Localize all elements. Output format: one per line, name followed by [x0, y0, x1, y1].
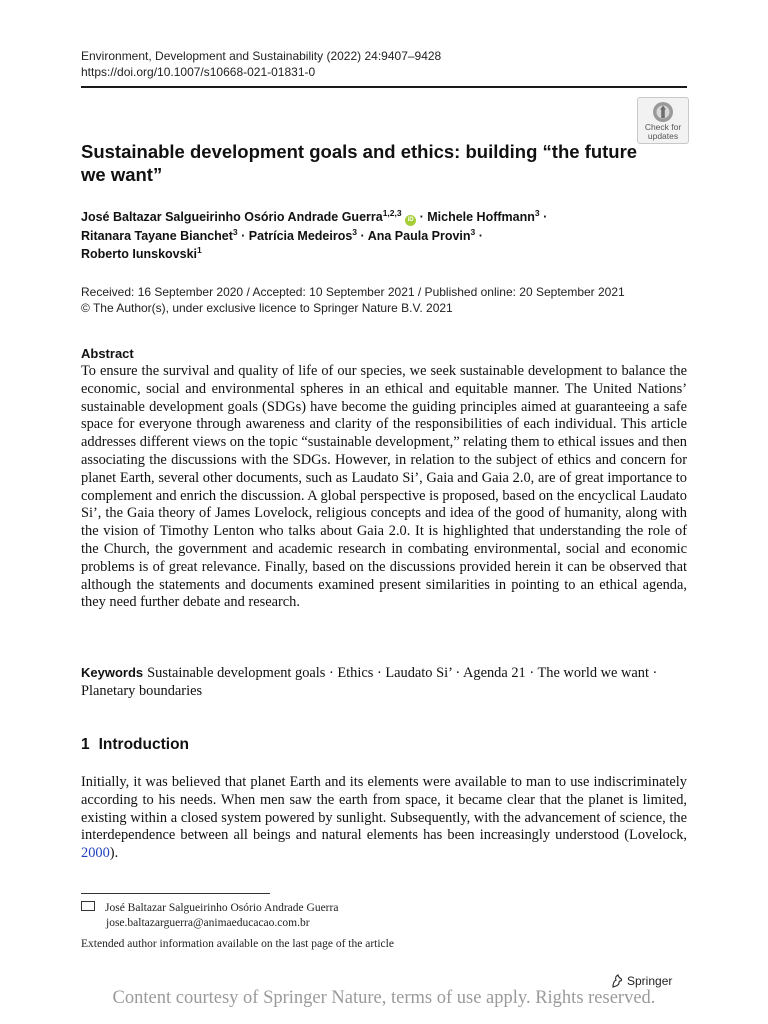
author-separator: · [543, 210, 548, 224]
author-name[interactable]: Roberto Iunskovski [81, 247, 197, 261]
affiliation-marker: 3 [232, 226, 238, 237]
author-name[interactable]: Michele Hoffmann [427, 210, 535, 224]
keywords-block [81, 664, 687, 701]
corresponding-author [81, 901, 338, 931]
journal-citation: Environment, Development and Sustainability (2022) 24:9407–9428 [81, 49, 442, 63]
footnote-rule [81, 893, 270, 894]
intro-text: Initially, it was believed that planet Earth and its elements were available to man to use indiscriminately according to his needs. When men saw the earth from space, it became clear that the planet is limited, existing within a closed system powered by sunlight. Subsequently, with the advancement of science, the interdependence between all beings and natural elements has been increasingly understood (Lovelock, [81, 774, 687, 844]
publication-history: Received: 16 September 2020 / Accepted: 10 September 2021 / Published online: 20 September 2021 [81, 285, 625, 299]
author-separator: · [478, 228, 483, 243]
affiliation-marker: 1,2,3 [382, 207, 402, 218]
author-list [81, 208, 701, 264]
copyright-line: © The Author(s), under exclusive licence to Springer Nature B.V. 2021 [81, 300, 453, 315]
header-rule [81, 86, 687, 88]
journal-header [81, 48, 441, 80]
check-updates-icon [652, 101, 674, 123]
article-dates [81, 285, 625, 316]
badge-line-1: Check for [644, 122, 682, 132]
affiliation-marker: 1 [197, 244, 202, 255]
section-heading [81, 736, 189, 754]
article-title: Sustainable development goals and ethics: building “the future we want” [81, 141, 638, 185]
citation-link[interactable]: 2000 [81, 845, 110, 862]
section-title: Introduction [98, 736, 190, 753]
author-email[interactable]: jose.baltazarguerra@animaeducacao.com.br [106, 917, 310, 929]
author-name[interactable]: Ritanara Tayane Bianchet [81, 228, 233, 243]
author-info-note: Extended author information available on the last page of the article [81, 938, 394, 950]
keywords-text: Sustainable development goals · Ethics · Laudato Si’ · Agenda 21 · The world we want · Planetary boundaries [81, 665, 658, 699]
keywords-label: Keywords [81, 665, 144, 680]
check-for-updates-badge[interactable] [637, 97, 689, 144]
springer-horse-icon [610, 974, 624, 988]
intro-paragraph [81, 774, 687, 863]
courtesy-watermark: Content courtesy of Springer Nature, terms of use apply. Rights reserved. [112, 988, 656, 1008]
author-name[interactable]: Patrícia Medeiros [248, 228, 353, 243]
affiliation-marker: 3 [352, 226, 358, 237]
orcid-icon[interactable]: iD [405, 215, 416, 226]
author-name[interactable]: José Baltazar Salgueirinho Osório Andrade Guerra [81, 210, 383, 224]
doi-link[interactable]: https://doi.org/10.1007/s10668-021-01831-0 [81, 65, 316, 79]
author-name[interactable]: Ana Paula Provin [367, 228, 471, 243]
section-number: 1 [81, 736, 90, 753]
springer-logo [610, 974, 672, 988]
affiliation-marker: 3 [470, 226, 476, 237]
author-separator: · [241, 228, 246, 243]
affiliation-marker: 3 [534, 207, 540, 218]
intro-end: ). [109, 845, 119, 862]
author-separator: · [360, 228, 365, 243]
abstract-heading: Abstract [81, 346, 134, 361]
publisher-name: Springer [627, 974, 673, 988]
badge-line-2: updates [647, 131, 679, 141]
envelope-icon [81, 901, 95, 911]
author-separator: · [419, 210, 424, 224]
corresponding-author-name: José Baltazar Salgueirinho Osório Andrade Guerra [105, 902, 339, 914]
abstract-text: To ensure the survival and quality of life of our species, we seek sustainable development to balance the economic, social and environmental spheres in an ethical and equitable manner. The United Nations’ sustainable development goals (SDGs) have become the guiding principles aimed at guaranteeing a safe space for everyone through awareness and clarity of the responsibilities of each individual. This article addresses different views on the topic “sustainable development,” relating them to ethical issues and then associating the discussions with the SDGs. However, in relation to the subject of ethics and concern for planet Earth, several other documents, such as Laudato Si’, Gaia and Gaia 2.0, are of great importance to complement and enrich the discussion. A global perspective is proposed, based on the encyclical Laudato Si’, the Gaia theory of James Lovelock, religious concepts and idea of the good of humanity, along with the vision of Timothy Lenton who talks about Gaia 2.0. It is highlighted that understanding the role of the Church, the government and academic research in combating environmental, social and economic problems is of great relevance. Finally, based on the discussions provided herein it can be observed that although the statements and documents examined present similarities in pointing to an ethical agenda, they need further debate and research. [81, 363, 687, 611]
